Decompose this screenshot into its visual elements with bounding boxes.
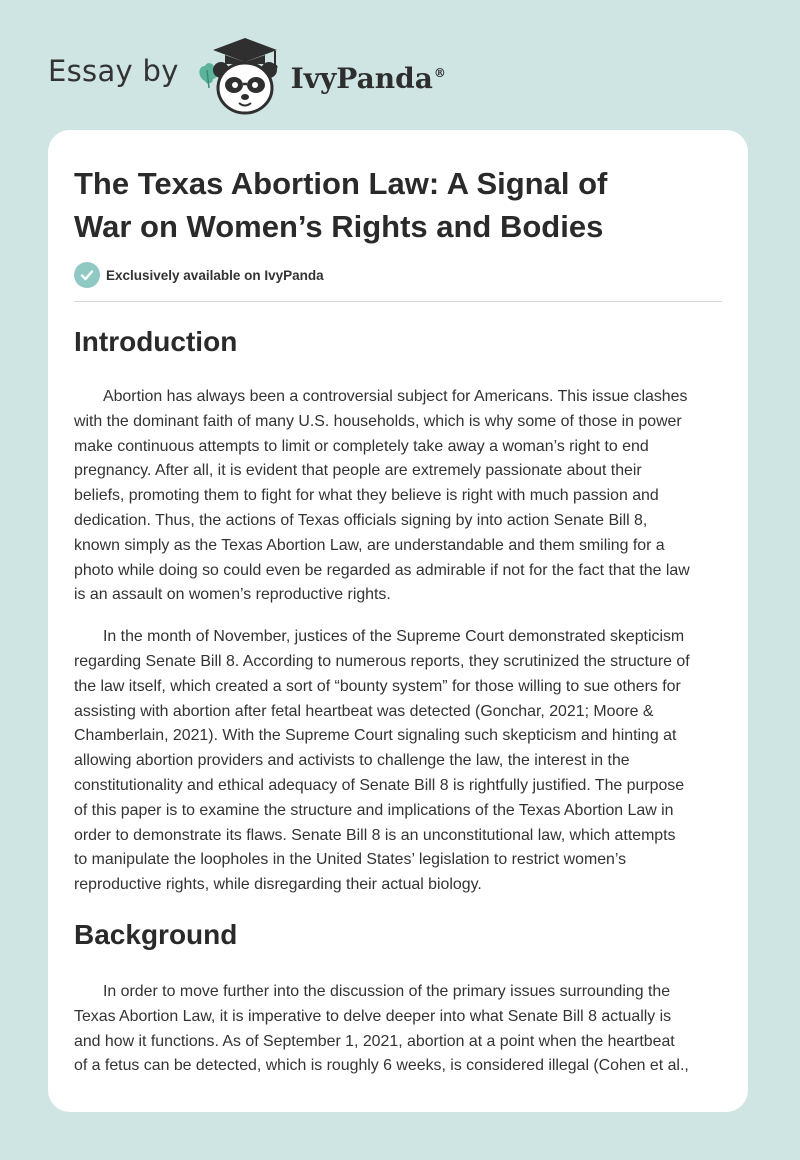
brand-name: IvyPanda® <box>290 61 446 95</box>
paragraph: Abortion has always been a controversial subject for Americans. This issue clashes with the dominant faith of many U.S. households, which is why some of those in power make continuous attempts to limit or completely take away a woman’s right to end pregnancy. After all, it is evident that people are extremely passionate about their beliefs, promoting them to fight for what they believe is right with much passion and dedication. Thus, the actions of Texas officials signing by into action Senate Bill 8, known simply as the Texas Abortion Law, are understandable and them smiling for a photo while doing so could even be regarded as admirable if not for the fact that the law is an assault on women’s reproductive rights. <box>74 388 690 604</box>
essay-title <box>74 162 722 248</box>
exclusive-badge <box>74 262 722 288</box>
section-heading-background: Background <box>74 918 238 950</box>
panda-graduate-icon <box>193 36 285 116</box>
paragraph: In the month of November, justices of the Supreme Court demonstrated skepticism regarding Senate Bill 8. According to numerous reports, they scrutinized the structure of the law itself, which created a sort of “bounty system” for those willing to sue others for assisting with abortion after fetal heartbeat was detected (Gonchar, 2021; Moore & Chamberlain, 2021). With the Supreme Court signaling such skepticism and hinting at allowing abortion providers and activists to challenge the law, the interest in the constitutionality and ethical adequacy of Senate Bill 8 is rightfully justified. The purpose of this paper is to examine the structure and implications of the Texas Abortion Law in order to demonstrate its flaws. Senate Bill 8 is an unconstitutional law, which attempts to manipulate the loopholes in the United States’ legislation to restrict women’s reproductive rights, while disregarding their actual biology. <box>74 628 690 894</box>
title-line: The Texas Abortion Law: A Signal of <box>74 166 608 201</box>
brand-prefix: Essay by <box>48 54 179 88</box>
exclusive-label: Exclusively available on IvyPanda <box>106 267 324 283</box>
essay-card <box>48 130 748 1112</box>
section-heading-introduction: Introduction <box>74 326 238 357</box>
divider <box>74 301 722 302</box>
title-line: War on Women’s Rights and Bodies <box>74 209 604 244</box>
brand-header <box>48 36 446 116</box>
paragraph: In order to move further into the discussion of the primary issues surrounding the Texas Abortion Law, it is imperative to delve deeper into what Senate Bill 8 actually is and how it functions. As of September 1, 2021, abortion at a point when the heartbeat of a fetus can be detected, which is roughly 6 weeks, is considered illegal (Cohen et al., <box>74 982 689 1075</box>
check-icon <box>74 262 100 288</box>
